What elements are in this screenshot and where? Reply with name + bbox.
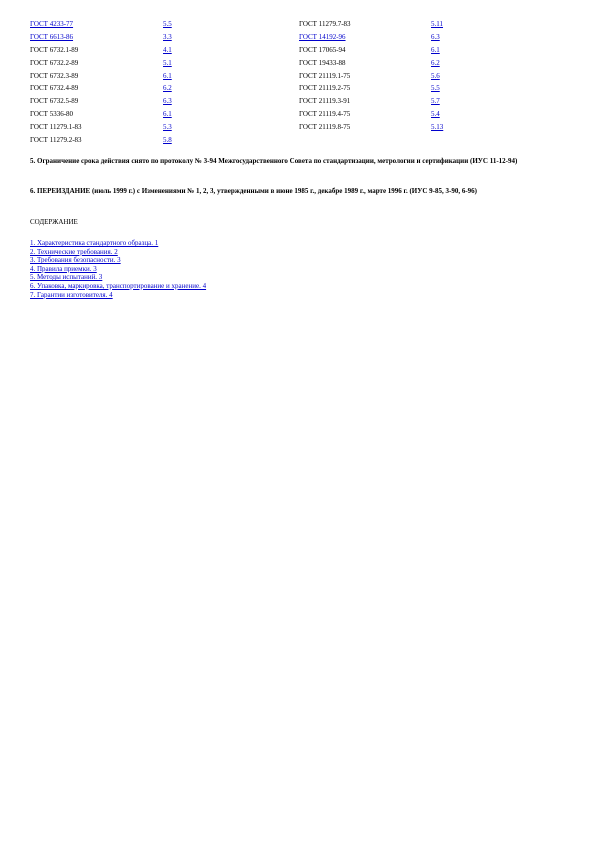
reference-doc-cell bbox=[299, 124, 431, 137]
reference-doc: ГОСТ 21119.3-91 bbox=[299, 97, 351, 106]
reference-doc: ГОСТ 11279.7-83 bbox=[299, 20, 351, 28]
reference-doc: ГОСТ 6732.2-89 bbox=[30, 58, 79, 67]
reference-doc: ГОСТ 11279.1-83 bbox=[30, 123, 82, 132]
reference-clause-link[interactable]: 6.3 bbox=[431, 32, 440, 41]
toc-link-3[interactable]: 3. Требования безопасности. 3 bbox=[30, 256, 121, 265]
reference-clause-link-cell[interactable] bbox=[431, 47, 491, 60]
reference-doc: ГОСТ 19433-88 bbox=[299, 58, 346, 67]
reference-clause-link-cell[interactable] bbox=[163, 34, 299, 47]
toc-item[interactable] bbox=[30, 256, 206, 265]
reference-clause-link[interactable]: 5.8 bbox=[163, 136, 172, 145]
reference-doc: ГОСТ 6732.3-89 bbox=[30, 71, 79, 80]
reference-doc[interactable]: ГОСТ 4233-77 bbox=[30, 20, 74, 28]
reference-doc: ГОСТ 21119.1-75 bbox=[299, 71, 351, 80]
reference-clause-link[interactable]: 6.1 bbox=[163, 110, 172, 119]
reference-row bbox=[30, 137, 491, 150]
reference-clause-link[interactable]: 6.1 bbox=[163, 71, 172, 80]
toc-item[interactable] bbox=[30, 282, 206, 291]
paragraph-6-label: 6. ПЕРЕИЗДАНИЕ bbox=[30, 187, 91, 195]
reference-clause-link-cell[interactable] bbox=[163, 111, 299, 124]
reference-clause-link-cell[interactable] bbox=[163, 60, 299, 73]
reference-row bbox=[30, 60, 491, 73]
reference-clause-link-cell[interactable] bbox=[431, 124, 491, 137]
reference-doc: ГОСТ 21119.4-75 bbox=[299, 110, 351, 119]
reference-row bbox=[30, 111, 491, 124]
reference-clause-link-cell[interactable] bbox=[431, 21, 491, 34]
toc-item[interactable] bbox=[30, 265, 206, 274]
reference-clause-link-cell[interactable] bbox=[163, 98, 299, 111]
paragraph-6 bbox=[30, 186, 570, 197]
reference-clause-link-cell[interactable] bbox=[431, 98, 491, 111]
reference-row bbox=[30, 124, 491, 137]
reference-clause-link-cell[interactable] bbox=[163, 73, 299, 86]
reference-clause-link[interactable]: 4.1 bbox=[163, 45, 172, 54]
reference-clause-link[interactable]: 5.5 bbox=[163, 20, 172, 28]
toc-link-2[interactable]: 2. Технические требования. 2 bbox=[30, 247, 118, 256]
toc-item[interactable] bbox=[30, 291, 206, 300]
reference-doc[interactable]: ГОСТ 14192-96 bbox=[299, 32, 346, 41]
reference-clause-link[interactable]: 5.4 bbox=[431, 110, 440, 119]
toc-link-6[interactable]: 6. Упаковка, маркировка, транспортирование и хранение. 4 bbox=[30, 281, 207, 290]
reference-clause-link-cell[interactable] bbox=[431, 34, 491, 47]
paragraph-5-text: Ограничение срока действия снято по протоколу № 3-94 Межгосударственного Совета по стандартизации, метрологии и сертификации (ИУС 11-12-94) bbox=[37, 157, 518, 165]
reference-row bbox=[30, 34, 491, 47]
reference-clause-link[interactable]: 6.2 bbox=[431, 58, 440, 67]
reference-clause-link-cell bbox=[431, 137, 491, 150]
reference-row bbox=[30, 21, 491, 34]
reference-doc: ГОСТ 6732.1-89 bbox=[30, 45, 79, 54]
reference-clause-link-cell[interactable] bbox=[431, 73, 491, 86]
reference-doc: ГОСТ 17065-94 bbox=[299, 45, 346, 54]
reference-clause-link[interactable]: 5.5 bbox=[431, 84, 440, 93]
toc-link-4[interactable]: 4. Правила приемки. 3 bbox=[30, 264, 97, 273]
reference-clause-link[interactable]: 6.3 bbox=[163, 97, 172, 106]
reference-doc: ГОСТ 21119.2-75 bbox=[299, 84, 351, 93]
reference-clause-link-cell[interactable] bbox=[431, 60, 491, 73]
reference-clause-link-cell[interactable] bbox=[163, 21, 299, 34]
reference-doc: ГОСТ 6732.4-89 bbox=[30, 84, 79, 93]
table-of-contents bbox=[30, 239, 206, 299]
reference-doc: ГОСТ 6732.5-89 bbox=[30, 97, 79, 106]
reference-doc: ГОСТ 11279.2-83 bbox=[30, 136, 82, 145]
contents-title: СОДЕРЖАНИЕ bbox=[30, 218, 78, 226]
reference-clause-link-cell[interactable] bbox=[163, 124, 299, 137]
normative-references-table bbox=[30, 21, 491, 150]
toc-item[interactable] bbox=[30, 239, 206, 248]
reference-clause-link-cell[interactable] bbox=[163, 47, 299, 60]
reference-row bbox=[30, 73, 491, 86]
reference-clause-link[interactable]: 5.13 bbox=[431, 123, 444, 132]
reference-clause-link[interactable]: 5.11 bbox=[431, 20, 443, 28]
toc-link-5[interactable]: 5. Методы испытаний. 3 bbox=[30, 273, 103, 282]
paragraph-6-text: (июль 1999 г.) с Изменениями № 1, 2, 3, утвержденными в июне 1985 г., декабре 1989 г., марте 1996 г. (ИУС 9-85, 3-90, 6-96) bbox=[91, 187, 477, 195]
toc-item[interactable] bbox=[30, 273, 206, 282]
reference-clause-link[interactable]: 5.1 bbox=[163, 58, 172, 67]
reference-doc: ГОСТ 21119.8-75 bbox=[299, 123, 351, 132]
reference-row bbox=[30, 47, 491, 60]
toc-link-7[interactable]: 7. Гарантии изготовителя. 4 bbox=[30, 290, 113, 299]
toc-link-1[interactable]: 1. Характеристика стандартного образца. 1 bbox=[30, 239, 159, 247]
reference-doc-cell bbox=[30, 137, 163, 150]
reference-row bbox=[30, 85, 491, 98]
reference-clause-link[interactable]: 6.1 bbox=[431, 45, 440, 54]
reference-clause-link[interactable]: 6.2 bbox=[163, 84, 172, 93]
reference-clause-link-cell[interactable] bbox=[163, 137, 299, 150]
reference-doc[interactable]: ГОСТ 6613-86 bbox=[30, 32, 74, 41]
paragraph-5-label: 5. bbox=[30, 157, 36, 165]
reference-doc-cell bbox=[299, 137, 431, 150]
reference-clause-link-cell[interactable] bbox=[163, 85, 299, 98]
reference-clause-link-cell[interactable] bbox=[431, 85, 491, 98]
reference-clause-link[interactable]: 3.3 bbox=[163, 32, 172, 41]
reference-doc: ГОСТ 5336-80 bbox=[30, 110, 74, 119]
paragraph-5 bbox=[30, 156, 570, 167]
toc-item[interactable] bbox=[30, 248, 206, 257]
reference-clause-link[interactable]: 5.3 bbox=[163, 123, 172, 132]
reference-clause-link[interactable]: 5.7 bbox=[431, 97, 440, 106]
reference-row bbox=[30, 98, 491, 111]
reference-clause-link[interactable]: 5.6 bbox=[431, 71, 440, 80]
